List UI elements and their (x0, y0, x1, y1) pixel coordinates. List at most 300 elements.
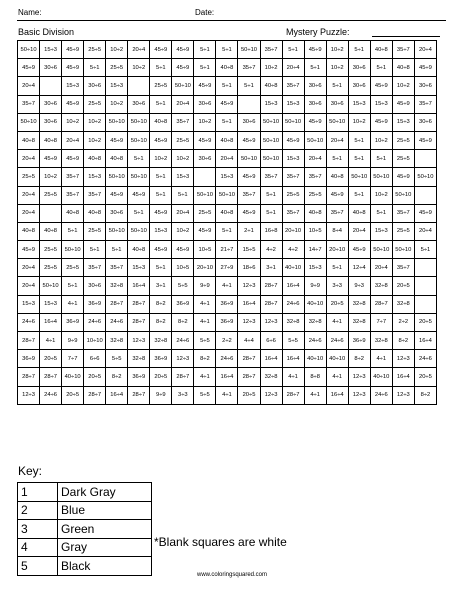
grid-cell[interactable]: 15÷3 (282, 95, 304, 113)
grid-cell[interactable]: 24÷6 (282, 295, 304, 313)
grid-cell[interactable]: 5÷1 (260, 204, 282, 222)
grid-cell[interactable]: 45÷9 (194, 222, 216, 240)
grid-cell[interactable]: 10÷5 (304, 222, 326, 240)
grid-cell[interactable]: 20÷4 (172, 204, 194, 222)
grid-cell[interactable]: 10÷2 (150, 150, 172, 168)
grid-cell[interactable]: 5÷1 (62, 277, 84, 295)
grid-cell[interactable]: 20÷4 (282, 59, 304, 77)
grid-cell[interactable]: 24÷6 (370, 386, 392, 404)
grid-cell[interactable]: 15÷3 (106, 77, 128, 95)
grid-cell[interactable]: 5÷1 (84, 241, 106, 259)
grid-cell[interactable]: 20÷4 (128, 41, 150, 59)
grid-cell[interactable]: 35÷7 (414, 95, 436, 113)
grid-cell[interactable]: 5÷1 (348, 186, 370, 204)
grid-cell[interactable]: 5÷1 (216, 41, 238, 59)
grid-cell[interactable]: 36÷9 (18, 350, 40, 368)
grid-cell[interactable]: 30÷6 (40, 95, 62, 113)
grid-cell[interactable]: 40÷8 (40, 222, 62, 240)
grid-cell[interactable]: 8÷2 (150, 313, 172, 331)
grid-cell[interactable]: 20÷4 (18, 150, 40, 168)
grid-cell[interactable]: 40÷8 (84, 150, 106, 168)
grid-cell[interactable]: 24÷6 (172, 332, 194, 350)
grid-cell[interactable]: 40÷10 (304, 350, 326, 368)
grid-cell[interactable]: 4÷1 (194, 313, 216, 331)
grid-cell[interactable]: 20÷4 (172, 95, 194, 113)
grid-cell[interactable]: 5÷1 (326, 150, 348, 168)
grid-cell[interactable]: 50÷10 (238, 150, 260, 168)
grid-cell[interactable]: 16÷4 (326, 386, 348, 404)
grid-cell[interactable]: 50÷10 (18, 113, 40, 131)
grid-cell[interactable]: 4÷1 (370, 350, 392, 368)
grid-cell[interactable]: 16÷4 (414, 332, 436, 350)
grid-cell[interactable]: 5÷1 (370, 150, 392, 168)
grid-cell[interactable]: 32÷8 (282, 313, 304, 331)
grid-cell[interactable]: 9÷9 (304, 277, 326, 295)
grid-cell[interactable]: 2÷2 (392, 313, 414, 331)
grid-cell[interactable]: 9÷9 (62, 332, 84, 350)
grid-cell[interactable]: 16÷4 (260, 350, 282, 368)
grid-cell[interactable]: 32÷8 (370, 332, 392, 350)
grid-cell[interactable]: 25÷5 (40, 259, 62, 277)
grid-cell[interactable]: 12÷3 (18, 386, 40, 404)
grid-cell[interactable]: 35÷7 (260, 168, 282, 186)
grid-cell[interactable]: 20÷4 (326, 131, 348, 149)
grid-cell[interactable]: 20÷4 (216, 150, 238, 168)
grid-cell[interactable]: 10÷10 (84, 332, 106, 350)
grid-cell[interactable]: 45÷9 (392, 168, 414, 186)
grid-cell[interactable]: 25÷5 (62, 259, 84, 277)
grid-cell[interactable]: 45÷9 (304, 41, 326, 59)
grid-cell[interactable]: 45÷9 (150, 241, 172, 259)
grid-cell[interactable]: 35÷7 (106, 259, 128, 277)
grid-cell[interactable]: 10÷2 (370, 186, 392, 204)
grid-cell[interactable]: 28÷7 (238, 350, 260, 368)
grid-cell[interactable]: 20÷4 (18, 186, 40, 204)
grid-cell[interactable]: 5÷1 (326, 259, 348, 277)
grid-cell[interactable]: 45÷9 (304, 113, 326, 131)
grid-cell[interactable]: 45÷9 (40, 150, 62, 168)
grid-cell[interactable]: 36÷9 (84, 295, 106, 313)
grid-cell[interactable]: 32÷8 (304, 313, 326, 331)
grid-cell[interactable]: 45÷9 (370, 77, 392, 95)
grid-cell[interactable]: 50÷10 (260, 113, 282, 131)
grid-cell[interactable]: 3÷3 (172, 386, 194, 404)
grid-cell[interactable]: 45÷9 (414, 204, 436, 222)
grid-cell[interactable]: 35÷7 (62, 168, 84, 186)
grid-cell[interactable]: 50÷10 (282, 113, 304, 131)
grid-cell[interactable]: 4÷1 (194, 368, 216, 386)
grid-cell[interactable]: 28÷7 (370, 295, 392, 313)
grid-cell[interactable]: 25÷5 (392, 222, 414, 240)
grid-cell[interactable]: 40÷8 (260, 77, 282, 95)
grid-cell[interactable]: 5÷5 (172, 277, 194, 295)
grid-cell[interactable]: 9÷3 (348, 277, 370, 295)
grid-cell[interactable]: 6÷6 (260, 332, 282, 350)
grid-cell[interactable]: 50÷10 (392, 186, 414, 204)
grid-cell[interactable]: 45÷9 (414, 59, 436, 77)
grid-cell[interactable]: 5÷1 (128, 204, 150, 222)
grid-cell[interactable]: 40÷8 (370, 41, 392, 59)
grid-cell[interactable]: 18÷6 (238, 259, 260, 277)
grid-cell[interactable]: 40÷8 (216, 204, 238, 222)
grid-cell[interactable]: 24÷6 (216, 350, 238, 368)
grid-cell[interactable]: 32÷8 (106, 277, 128, 295)
grid-cell[interactable]: 50÷10 (304, 131, 326, 149)
grid-cell[interactable]: 5÷1 (62, 222, 84, 240)
grid-cell[interactable] (194, 168, 216, 186)
grid-cell[interactable]: 50÷10 (194, 186, 216, 204)
grid-cell[interactable]: 4÷1 (282, 368, 304, 386)
grid-cell[interactable]: 50÷10 (326, 113, 348, 131)
grid-cell[interactable]: 45÷9 (194, 77, 216, 95)
grid-cell[interactable]: 5÷1 (370, 59, 392, 77)
grid-cell[interactable]: 10÷2 (40, 168, 62, 186)
grid-cell[interactable]: 21÷7 (216, 241, 238, 259)
grid-cell[interactable]: 15÷3 (150, 222, 172, 240)
grid-cell[interactable]: 30÷6 (40, 113, 62, 131)
grid-cell[interactable]: 50÷10 (260, 131, 282, 149)
grid-cell[interactable]: 40÷8 (392, 59, 414, 77)
grid-cell[interactable]: 2÷1 (238, 222, 260, 240)
grid-cell[interactable]: 36÷9 (216, 313, 238, 331)
grid-cell[interactable]: 20÷4 (18, 277, 40, 295)
grid-cell[interactable]: 5÷1 (150, 168, 172, 186)
grid-cell[interactable]: 8÷2 (194, 350, 216, 368)
grid-cell[interactable]: 20÷5 (326, 295, 348, 313)
grid-cell[interactable]: 5÷1 (150, 95, 172, 113)
grid-cell[interactable]: 45÷9 (150, 204, 172, 222)
grid-cell[interactable]: 20÷4 (62, 131, 84, 149)
grid-cell[interactable]: 10÷5 (172, 259, 194, 277)
grid-cell[interactable]: 25÷5 (84, 41, 106, 59)
grid-cell[interactable]: 20÷4 (18, 204, 40, 222)
grid-cell[interactable]: 40÷8 (348, 204, 370, 222)
grid-cell[interactable]: 15÷3 (18, 295, 40, 313)
grid-cell[interactable]: 20÷10 (282, 222, 304, 240)
grid-cell[interactable]: 45÷9 (238, 168, 260, 186)
grid-cell[interactable]: 45÷9 (172, 41, 194, 59)
grid-cell[interactable]: 30÷6 (304, 77, 326, 95)
grid-cell[interactable]: 25÷5 (106, 59, 128, 77)
grid-cell[interactable]: 15÷3 (40, 41, 62, 59)
grid-cell[interactable]: 36÷9 (62, 313, 84, 331)
grid-cell[interactable]: 36÷9 (348, 332, 370, 350)
grid-cell[interactable]: 20÷5 (392, 277, 414, 295)
grid-cell[interactable]: 35÷7 (326, 204, 348, 222)
grid-cell[interactable]: 50÷10 (370, 241, 392, 259)
grid-cell[interactable]: 25÷5 (304, 186, 326, 204)
grid-cell[interactable]: 15÷3 (348, 95, 370, 113)
grid-cell[interactable]: 5÷1 (106, 241, 128, 259)
grid-cell[interactable]: 20÷4 (370, 259, 392, 277)
grid-cell[interactable]: 45÷9 (172, 241, 194, 259)
grid-cell[interactable]: 45÷9 (238, 131, 260, 149)
grid-cell[interactable]: 50÷10 (40, 277, 62, 295)
grid-cell[interactable]: 40÷8 (128, 241, 150, 259)
grid-cell[interactable]: 25÷5 (282, 186, 304, 204)
grid-cell[interactable]: 24÷6 (414, 350, 436, 368)
grid-cell[interactable]: 15÷3 (304, 259, 326, 277)
grid-cell[interactable]: 30÷6 (128, 95, 150, 113)
grid-cell[interactable]: 50÷10 (348, 168, 370, 186)
grid-cell[interactable]: 4÷1 (216, 386, 238, 404)
grid-cell[interactable]: 20÷4 (18, 259, 40, 277)
grid-cell[interactable] (414, 259, 436, 277)
grid-cell[interactable]: 20÷5 (84, 368, 106, 386)
grid-cell[interactable]: 30÷6 (304, 95, 326, 113)
grid-cell[interactable]: 35÷7 (392, 204, 414, 222)
grid-cell[interactable]: 35÷7 (62, 186, 84, 204)
grid-cell[interactable]: 50÷10 (128, 222, 150, 240)
grid-cell[interactable]: 28÷7 (128, 295, 150, 313)
grid-cell[interactable]: 4÷2 (282, 241, 304, 259)
grid-cell[interactable] (40, 77, 62, 95)
grid-cell[interactable]: 32÷8 (106, 332, 128, 350)
grid-cell[interactable]: 5÷1 (128, 150, 150, 168)
grid-cell[interactable]: 40÷8 (84, 204, 106, 222)
grid-cell[interactable]: 40÷8 (216, 131, 238, 149)
grid-cell[interactable]: 40÷8 (326, 168, 348, 186)
grid-cell[interactable]: 16÷4 (282, 277, 304, 295)
grid-cell[interactable]: 28÷7 (106, 295, 128, 313)
grid-cell[interactable]: 16÷4 (282, 350, 304, 368)
grid-cell[interactable]: 5÷1 (150, 59, 172, 77)
grid-cell[interactable]: 45÷9 (348, 241, 370, 259)
grid-cell[interactable]: 8÷2 (348, 350, 370, 368)
grid-cell[interactable]: 12÷3 (128, 332, 150, 350)
grid-cell[interactable]: 50÷10 (260, 150, 282, 168)
grid-cell[interactable]: 12÷3 (172, 350, 194, 368)
grid-cell[interactable]: 30÷6 (348, 77, 370, 95)
grid-cell[interactable]: 20÷5 (62, 386, 84, 404)
grid-cell[interactable]: 25÷5 (40, 241, 62, 259)
grid-cell[interactable]: 15÷3 (84, 168, 106, 186)
grid-cell[interactable]: 40÷8 (216, 59, 238, 77)
grid-cell[interactable]: 35÷7 (282, 204, 304, 222)
grid-cell[interactable]: 10÷2 (260, 59, 282, 77)
grid-cell[interactable]: 12÷3 (260, 386, 282, 404)
grid-cell[interactable]: 4÷4 (238, 332, 260, 350)
grid-cell[interactable]: 50÷10 (18, 41, 40, 59)
grid-cell[interactable]: 45÷9 (194, 131, 216, 149)
grid-cell[interactable]: 10÷2 (172, 150, 194, 168)
grid-cell[interactable]: 4÷1 (216, 277, 238, 295)
grid-cell[interactable]: 50÷10 (62, 241, 84, 259)
grid-cell[interactable]: 4÷1 (194, 295, 216, 313)
grid-cell[interactable]: 10÷2 (326, 41, 348, 59)
grid-cell[interactable]: 8÷2 (172, 313, 194, 331)
grid-cell[interactable]: 25÷5 (194, 204, 216, 222)
grid-cell[interactable]: 15÷3 (40, 295, 62, 313)
grid-cell[interactable]: 12÷3 (238, 313, 260, 331)
grid-cell[interactable]: 35÷7 (238, 59, 260, 77)
grid-cell[interactable]: 10÷2 (392, 77, 414, 95)
grid-cell[interactable]: 30÷6 (194, 150, 216, 168)
grid-cell[interactable]: 45÷9 (172, 59, 194, 77)
grid-cell[interactable]: 28÷7 (238, 368, 260, 386)
grid-cell[interactable]: 45÷9 (150, 131, 172, 149)
grid-cell[interactable] (414, 150, 436, 168)
grid-cell[interactable]: 40÷8 (40, 131, 62, 149)
grid-cell[interactable]: 5÷1 (194, 41, 216, 59)
grid-cell[interactable]: 20÷4 (414, 41, 436, 59)
grid-cell[interactable]: 32÷8 (260, 368, 282, 386)
grid-cell[interactable]: 4÷1 (40, 332, 62, 350)
grid-cell[interactable]: 10÷2 (370, 131, 392, 149)
grid-cell[interactable]: 25÷5 (172, 131, 194, 149)
grid-cell[interactable]: 5÷1 (172, 186, 194, 204)
grid-cell[interactable]: 15÷3 (370, 95, 392, 113)
grid-cell[interactable]: 2÷2 (216, 332, 238, 350)
grid-cell[interactable]: 4÷2 (260, 241, 282, 259)
grid-cell[interactable]: 5÷5 (282, 332, 304, 350)
grid-cell[interactable]: 6÷6 (84, 350, 106, 368)
grid-cell[interactable]: 28÷7 (18, 368, 40, 386)
grid-cell[interactable]: 10÷5 (194, 241, 216, 259)
grid-cell[interactable]: 16÷4 (216, 368, 238, 386)
grid-cell[interactable]: 24÷6 (40, 386, 62, 404)
grid-cell[interactable]: 50÷10 (216, 186, 238, 204)
grid-cell[interactable]: 20÷5 (414, 313, 436, 331)
grid-cell[interactable]: 16÷4 (392, 368, 414, 386)
grid-cell[interactable]: 5÷1 (194, 59, 216, 77)
grid-cell[interactable]: 40÷10 (304, 295, 326, 313)
grid-cell[interactable]: 45÷9 (238, 204, 260, 222)
grid-cell[interactable]: 5÷1 (304, 59, 326, 77)
grid-cell[interactable]: 28÷7 (40, 368, 62, 386)
grid-cell[interactable]: 50÷10 (172, 77, 194, 95)
grid-cell[interactable]: 36÷9 (150, 350, 172, 368)
grid-cell[interactable]: 30÷6 (414, 113, 436, 131)
grid-cell[interactable]: 50÷10 (106, 168, 128, 186)
grid-cell[interactable]: 45÷9 (18, 241, 40, 259)
grid-cell[interactable]: 35÷7 (392, 41, 414, 59)
grid-cell[interactable]: 20÷5 (150, 368, 172, 386)
grid-cell[interactable]: 28÷7 (260, 277, 282, 295)
grid-cell[interactable]: 45÷9 (18, 59, 40, 77)
grid-cell[interactable] (40, 204, 62, 222)
grid-cell[interactable]: 45÷9 (62, 41, 84, 59)
grid-cell[interactable]: 5÷1 (84, 59, 106, 77)
grid-cell[interactable]: 8÷8 (304, 368, 326, 386)
grid-cell[interactable]: 35÷7 (84, 259, 106, 277)
grid-cell[interactable]: 40÷10 (370, 368, 392, 386)
grid-cell[interactable]: 5÷1 (260, 186, 282, 204)
grid-cell[interactable]: 40÷10 (282, 259, 304, 277)
grid-cell[interactable]: 30÷6 (106, 204, 128, 222)
grid-cell[interactable]: 10÷2 (84, 131, 106, 149)
grid-cell[interactable]: 5÷1 (150, 186, 172, 204)
grid-cell[interactable]: 15÷3 (216, 168, 238, 186)
grid-cell[interactable]: 50÷10 (106, 222, 128, 240)
grid-cell[interactable]: 45÷9 (282, 131, 304, 149)
grid-cell[interactable]: 24÷6 (84, 313, 106, 331)
grid-cell[interactable]: 12÷3 (392, 386, 414, 404)
grid-cell[interactable] (414, 295, 436, 313)
grid-cell[interactable]: 3÷1 (150, 277, 172, 295)
grid-cell[interactable]: 16÷8 (260, 222, 282, 240)
grid-cell[interactable]: 12÷3 (260, 313, 282, 331)
grid-cell[interactable]: 8÷2 (150, 295, 172, 313)
grid-cell[interactable]: 45÷9 (62, 59, 84, 77)
grid-cell[interactable]: 4÷1 (62, 295, 84, 313)
mystery-puzzle-answer-line[interactable] (372, 36, 440, 37)
grid-cell[interactable]: 15÷5 (238, 241, 260, 259)
grid-cell[interactable]: 15÷3 (172, 168, 194, 186)
grid-cell[interactable]: 40÷8 (18, 222, 40, 240)
grid-cell[interactable]: 10÷2 (326, 59, 348, 77)
grid-cell[interactable]: 12÷4 (348, 259, 370, 277)
grid-cell[interactable]: 30÷6 (84, 77, 106, 95)
grid-cell[interactable]: 40÷8 (106, 150, 128, 168)
grid-cell[interactable]: 5÷1 (326, 77, 348, 95)
grid-cell[interactable]: 4÷1 (304, 386, 326, 404)
grid-cell[interactable]: 8÷2 (392, 332, 414, 350)
grid-cell[interactable]: 45÷9 (106, 131, 128, 149)
grid-cell[interactable]: 35÷7 (260, 41, 282, 59)
grid-cell[interactable]: 20÷4 (414, 222, 436, 240)
grid-cell[interactable]: 5÷1 (216, 77, 238, 95)
grid-cell[interactable]: 15÷3 (370, 222, 392, 240)
grid-cell[interactable]: 36÷9 (216, 295, 238, 313)
grid-cell[interactable]: 24÷6 (326, 332, 348, 350)
grid-cell[interactable]: 40÷8 (150, 113, 172, 131)
grid-cell[interactable]: 4÷1 (326, 368, 348, 386)
grid-cell[interactable]: 24÷6 (106, 313, 128, 331)
grid-cell[interactable]: 45÷9 (370, 113, 392, 131)
grid-cell[interactable]: 40÷10 (326, 350, 348, 368)
grid-cell[interactable]: 25÷5 (392, 131, 414, 149)
grid-cell[interactable]: 7÷7 (370, 313, 392, 331)
grid-cell[interactable] (414, 186, 436, 204)
grid-cell[interactable]: 20÷5 (414, 368, 436, 386)
grid-cell[interactable]: 30÷6 (84, 277, 106, 295)
grid-cell[interactable]: 3÷3 (326, 277, 348, 295)
grid-cell[interactable]: 8÷2 (106, 368, 128, 386)
grid-cell[interactable]: 5÷1 (348, 150, 370, 168)
grid-cell[interactable]: 8÷2 (414, 386, 436, 404)
grid-cell[interactable]: 16÷4 (238, 295, 260, 313)
grid-cell[interactable]: 5÷1 (348, 41, 370, 59)
grid-cell[interactable]: 30÷6 (194, 95, 216, 113)
grid-cell[interactable]: 50÷10 (106, 113, 128, 131)
grid-cell[interactable]: 35÷7 (84, 186, 106, 204)
grid-cell[interactable]: 12÷3 (238, 277, 260, 295)
grid-cell[interactable]: 25÷5 (84, 222, 106, 240)
grid-cell[interactable]: 40÷10 (62, 368, 84, 386)
grid-cell[interactable]: 35÷7 (282, 168, 304, 186)
grid-cell[interactable]: 20÷4 (304, 150, 326, 168)
grid-cell[interactable]: 28÷7 (260, 295, 282, 313)
grid-cell[interactable]: 16÷4 (128, 277, 150, 295)
grid-cell[interactable]: 28÷7 (18, 332, 40, 350)
grid-cell[interactable]: 50÷10 (238, 41, 260, 59)
grid-cell[interactable]: 35÷7 (238, 186, 260, 204)
grid-cell[interactable]: 10÷2 (194, 113, 216, 131)
grid-cell[interactable]: 8÷4 (326, 222, 348, 240)
grid-cell[interactable]: 28÷7 (128, 313, 150, 331)
grid-cell[interactable]: 32÷8 (128, 350, 150, 368)
grid-cell[interactable]: 32÷8 (348, 295, 370, 313)
grid-cell[interactable]: 25÷5 (18, 168, 40, 186)
grid-cell[interactable]: 24÷6 (304, 332, 326, 350)
grid-cell[interactable]: 35÷7 (392, 259, 414, 277)
grid-cell[interactable]: 12÷3 (348, 368, 370, 386)
grid-cell[interactable]: 45÷9 (392, 95, 414, 113)
grid-cell[interactable]: 30÷6 (326, 95, 348, 113)
grid-cell[interactable]: 45÷9 (62, 150, 84, 168)
grid-cell[interactable]: 30÷6 (40, 59, 62, 77)
